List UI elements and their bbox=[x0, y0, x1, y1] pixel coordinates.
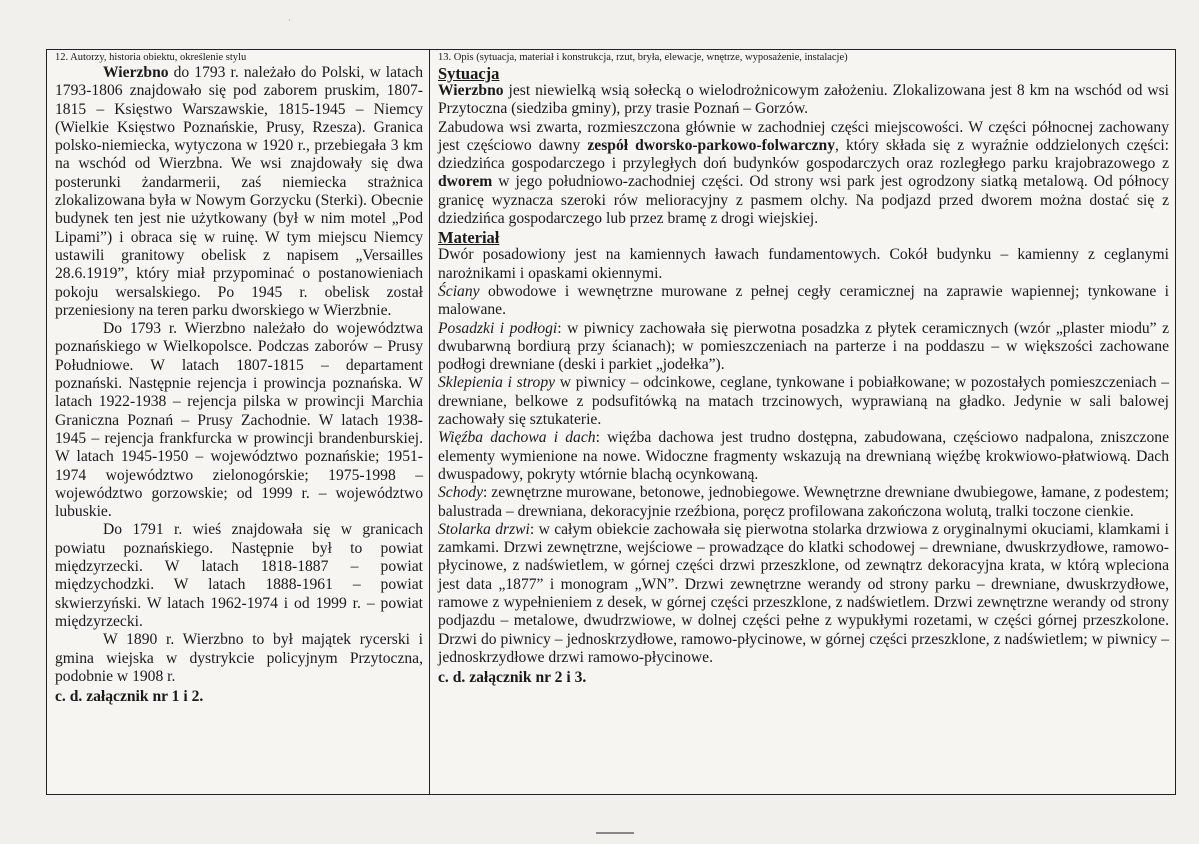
scan-mark: · bbox=[288, 16, 291, 25]
walls-text: obwodowe i wewnętrzne murowane z pełnej cegły ceramicznej na zaprawie wapiennej; tynkowane i malowane. bbox=[438, 282, 1169, 319]
situation-paragraph-1 bbox=[438, 82, 1169, 119]
document-table bbox=[46, 49, 1176, 795]
right-column bbox=[430, 50, 1175, 794]
stairs-label: Schody bbox=[438, 484, 484, 502]
material-foundation: Dwór posadowiony jest na kamiennych ławach fundamentowych. Cokół budynku – kamienny z ceglanymi narożnikami i opaskami okiennymi. bbox=[438, 246, 1169, 282]
complex-name: zespół dworsko-parkowo-folwarczny bbox=[587, 136, 836, 154]
left-column bbox=[47, 50, 430, 794]
ceilings-text: w piwnicy – odcinkowe, ceglane, tynkowane i pobiałkowane; w pozostałych pomieszczeniach – drewniane, belkowe z podsufitówką na matach trzcinowych, wyprawianą na gładko. Jedynie w sali balowej zachowały się sztukaterie. bbox=[438, 374, 1169, 429]
history-paragraph-2: Do 1793 r. Wierzbno należało do województwa poznańskiego w Wielkopolsce. Podczas zaborów – Prusy Południowe. W latach 1807-1815 – departament poznański. Następnie rejencja i prowincja poznańska. W latach 1922-1938 – rejencja pilska w prowincji Marchia Graniczna Poznań – Prusy Zachodnie. W latach 1938-1945 – rejencja frankfurcka w prowincji brandenburskiej. W latach 1945-1950 – województwo poznańskie; 1951-1974 województwo zielonogórskie; 1975-1998 – województwo gorzowskie; od 1999 r. – województwo lubuskie. bbox=[55, 320, 423, 521]
village-name: Wierzbno bbox=[103, 64, 169, 81]
material-walls bbox=[438, 283, 1169, 320]
situation-paragraph-2 bbox=[438, 119, 1169, 229]
history-paragraph-4: W 1890 r. Wierzbno to był majątek rycerski i gmina wiejska w dystrykcie policyjnym Przytoczna, podobnie w 1908 r. bbox=[55, 631, 423, 685]
material-roof bbox=[438, 429, 1169, 484]
roof-text: : więźba dachowa jest trudno dostępna, zabudowana, częściowo nadpalona, zniszczone elementy wymienione na nowe. Widoczne fragmenty wskazują na drewnianą więźbę krokwiowo-płatwiową. Dach dwuspadowy, pokryty wtórnie blachą ocynkowaną. bbox=[438, 429, 1169, 483]
situation-text-2a: Zabudowa wsi zwarta, rozmieszczona głównie w zachodniej części miejscowości. W części północnej zachowany jest częściowo dawny bbox=[438, 118, 1169, 154]
situation-text-2e: w jego południowo-zachodniej części. Od strony wsi park jest ogrodzony siatką metalową. Od północy granicę wyznacza szeroki rów melioracyjny z pasmem olchy. Na podjazd przed dworem można dostać się z dziedzińca gospodarczego lub przez bramę z drogi wiejskiej. bbox=[438, 173, 1169, 228]
material-floors bbox=[438, 320, 1169, 375]
scan-artifact-line bbox=[596, 832, 634, 834]
material-doors bbox=[438, 521, 1169, 667]
left-continuation-note: c. d. załącznik nr 1 i 2. bbox=[55, 688, 204, 706]
village-name-bold: Wierzbno bbox=[438, 82, 504, 99]
floors-text: : w piwnicy zachowała się pierwotna posadzka z płytek ceramicznych (wzór „plaster miodu” z dwubarwną bordiurą przy ścianach); w pomieszczeniach na parterze i na poddaszu – w większości zachowane podłogi drewniane (deski i parkiet „jodełka”). bbox=[438, 319, 1169, 374]
right-column-header: 13. Opis (sytuacja, materiał i konstrukcja, rzut, bryła, elewacje, wnętrze, wyposażenie, instalacje) bbox=[438, 52, 848, 63]
history-paragraph-3: Do 1791 r. wieś znajdowała się w granicach powiatu poznańskiego. Następnie był to powiat międzyrzecki. W latach 1818-1887 – powiat międzychodzki. W latach 1888-1961 – powiat skwierzyński. W latach 1962-1974 i od 1999 r. – powiat międzyrzecki. bbox=[55, 521, 423, 630]
material-ceilings bbox=[438, 374, 1169, 429]
section-title-material: Materiał bbox=[438, 228, 500, 248]
ceilings-label: Sklepienia i stropy bbox=[438, 374, 556, 392]
right-continuation-note: c. d. załącznik nr 2 i 3. bbox=[438, 669, 587, 687]
doors-text: : w całym obiekcie zachowała się pierwotna stolarka drzwiowa z oryginalnymi okuciami, klamkami i zamkami. Drzwi zewnętrzne, wejściowe – prowadzące do klatki schodowej – drewniane, dwuskrzydłowe, ramowo-płycinowe, z nadświetlem, w górnej części drzwi przeszklone, od zewnątrz dekoracyjna krata, w którą wpleciona jest data „1877” i monogram „WN”. Drzwi zewnętrzne werandy od strony parku – drewniane, dwuskrzydłowe, ramowe z wypełnieniem z desek, w górnej części przeszklone, z nadświetlem. Drzwi zewnętrzne werandy od strony podjazdu – metalowe, dwudrzwiowe, w dolnej części pełne z wypukłymi rozetami, w części górnej przeszkolone. Drzwi do piwnicy – jednoskrzydłowe, ramowo-płycinowe, w górnej części przeszklone, z nadświetlem; w piwnicy – jednoskrzydłowe drzwi ramowo-płycinowe. bbox=[438, 520, 1169, 666]
roof-label: Więźba dachowa i dach bbox=[438, 429, 596, 447]
manor-word: dworem bbox=[438, 173, 493, 191]
stairs-text: : zewnętrzne murowane, betonowe, jednobiegowe. Wewnętrzne drewniane dwubiegowe, łamane, z podestem; balustrada – drewniana, dekoracyjnie rzeźbiona, poręcz profilowana zakończona wolutą, tralki toczone cienkie. bbox=[438, 484, 1169, 520]
situation-text-1: jest niewielką wsią sołecką o wielodrożnicowym założeniu. Zlokalizowana jest 8 km na wschód od wsi Przytoczna (siedziba gminy), przy trasie Poznań – Gorzów. bbox=[438, 82, 1169, 118]
history-paragraph-1 bbox=[55, 64, 423, 320]
material-stairs bbox=[438, 484, 1169, 521]
situation-text-2c: , który składa się z wyraźnie oddzielonych części: dziedzińca gospodarczego i przyległych doń budynków gospodarczych oraz rozległego parku krajobrazowego z bbox=[438, 136, 1169, 173]
section-title-situation: Sytuacja bbox=[438, 64, 500, 83]
doors-label: Stolarka drzwi bbox=[438, 520, 530, 538]
walls-label: Ściany bbox=[438, 282, 480, 300]
floors-label: Posadzki i podłogi bbox=[438, 319, 558, 337]
left-column-header: 12. Autorzy, historia obiektu, określenie stylu bbox=[55, 52, 247, 63]
history-text-1: do 1793 r. należało do Polski, w latach 1793-1806 znajdowało się pod zaborem pruskim, 1807-1815 – Księstwo Warszawskie, 1815-1945 – Niemcy (Wielkie Księstwo Poznańskie, Prusy, Rzesza). Granica polsko-niemiecka, wytyczona w 1920 r., przebiegała 3 km na wschód od Wierzbna. We wsi znajdowały się dwa posterunki żandarmerii, zaś niemiecka strażnica zlokalizowana była w Nowym Gorzycku (Sterki). Obecnie budynek ten jest nie użytkowany (był w nim motel „Pod Lipami”) i obraca się w ruinę. W tym miejscu Niemcy ustawili granitowy obelisk z napisem „Versailles 28.6.1919”, który miał przypominać o postanowieniach pokoju wersalskiego. Po 1945 r. obelisk został przeniesiony na teren parku dworskiego w Wierzbnie. bbox=[55, 64, 423, 319]
